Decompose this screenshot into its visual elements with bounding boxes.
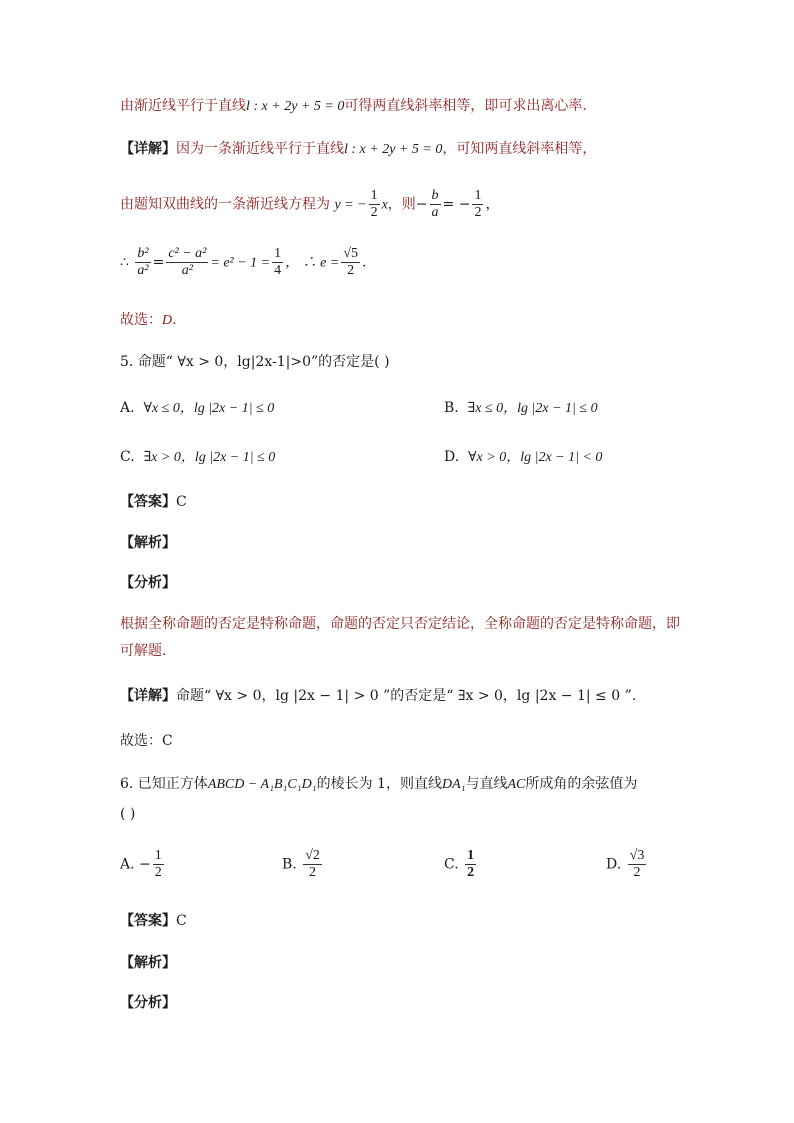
detail-tag: 【详解】 [120,688,176,704]
q6-fenxi: 【分析】 [120,995,176,1011]
q6-jiexi: 【解析】 [120,955,176,971]
choose-label: 故选： [120,312,162,328]
detail-equation: l : x + 2y + 5 = 0 [344,142,443,157]
q5-fenxi: 【分析】 [120,575,176,591]
frac-root5-2: $\frac{√5}{2}$ [343,246,358,278]
detail-line-1 [120,139,596,160]
frac-b-over-a: $\frac{b}{a}$ [431,188,439,220]
then-text: ，则 [387,196,416,213]
q6-answer [120,911,187,931]
option-fraction: $\frac{√2}{2}$ [305,848,320,880]
option-text: ∀x > 0，lg |2x − 1| < 0 [468,450,603,465]
q5-stem: 5. 命题“ ∀x > 0，lg|2x-1|>0”的否定是( ) [120,354,390,370]
detail-text-tail: ，可知两直线斜率相等， [442,141,597,157]
answer-tag: 【答案】 [120,913,176,929]
q5-option-d[interactable] [444,447,602,468]
asymptote-eq-x: x [381,197,388,213]
therefore-symbol: ∴ [120,254,129,271]
q5-analysis-line-1: 根据全称命题的否定是特称命题，命题的否定只否定结论，全称命题的否定是特称命题，即 [120,616,680,632]
frac-quarter: $\frac{1}{4}$ [274,246,282,278]
q6-option-c[interactable] [444,848,478,881]
q6-stem-paren: ( ) [120,806,136,822]
answer-tag: 【答案】 [120,494,176,510]
option-fraction: $\frac{1}{2}$ [467,848,475,880]
frac-b2-a2: $\frac{\text{b²}}{\text{a²}}$ [137,246,149,278]
choose-line-prev: 故选：D. [120,312,177,328]
line-da1: DA₁ [441,777,466,792]
option-label: B. [282,856,297,873]
frac-c2-a2: $\frac{\text{c² − a²}}{\text{a²}}$ [168,246,207,278]
equals-sign: = − [442,196,471,213]
option-text: ∃x > 0，lg |2x − 1| ≤ 0 [143,450,276,465]
option-label: C. [444,856,459,873]
eccentricity-eq: = e² − 1 = [210,255,271,271]
q5-detail [120,686,636,706]
frac-half-2: $\frac{1}{2}$ [474,188,482,220]
answer-value: C [176,494,187,510]
choose-value: D [162,313,173,328]
answer-value: C [176,913,187,929]
asymptote-text: 由题知双曲线的一条渐近线方程为 [120,196,330,213]
q5-jiexi: 【解析】 [120,535,176,551]
q5-option-b[interactable] [444,398,598,419]
q6-option-d[interactable] [606,848,648,881]
detail-line-3: ∴ $\frac{\text{b²}}{\text{a²}}$ = $\frac{\text{c² − a²}}{\text{a²}}$ = e² − 1 = $\frac{1}{4}$ ， ∴ e = $\frac{√5}{2}$ . [120,246,367,278]
q5-answer [120,492,187,512]
q5-analysis-line-2: 可解题. [120,643,167,659]
option-text: ∃x ≤ 0，lg |2x − 1| ≤ 0 [467,401,598,416]
option-label: D. [606,856,622,873]
line-ac: AC [507,777,526,792]
detail-text: 命题“ ∀x > 0，lg |2x − 1| > 0 ”的否定是“ ∃x > 0，lg |2x − 1| ≤ 0 ”. [176,688,637,704]
line-equation: l : x + 2y + 5 = 0 [246,99,345,114]
q5-option-a[interactable] [120,398,274,419]
detail-line-2: 由题知双曲线的一条渐近线方程为 y = − $\frac{1}{2}$ x，则− $\frac{b}{a}$ = − $\frac{1}{2}$ ， [120,188,500,220]
option-text: ∀x ≤ 0，lg |2x − 1| ≤ 0 [143,401,275,416]
cube-name: ABCD − A₁B₁C₁D₁ [207,777,317,792]
q5-choose: 故选：C [120,733,173,749]
q5-option-c[interactable] [120,447,275,468]
detail-text: 因为一条渐近线平行于直线 [176,141,344,157]
asymptote-eq-head: y = − [334,197,367,213]
option-label: D. [444,449,460,465]
detail-tag: 【详解】 [120,141,176,157]
option-label: A. [120,400,135,416]
analysis-line-1 [120,96,587,117]
q6-stem: 6. 已知正方体ABCD − A₁B₁C₁D₁的棱长为 1，则直线DA₁与直线AC所成角的余弦值为 [120,776,638,792]
option-fraction: $\frac{√3}{2}$ [629,848,645,880]
frac-half: $\frac{1}{2}$ [370,188,378,220]
analysis-text-tail: 可得两直线斜率相等，即可求出离心率. [344,98,587,114]
option-label: A. [120,856,135,873]
option-label: B. [444,400,459,416]
q6-option-a[interactable]: A. − $\frac{1}{2}$ [120,848,162,880]
option-label: C. [120,449,135,465]
option-fraction: $\frac{1}{2}$ [154,848,162,880]
e-equals: ， ∴ e = [285,255,340,271]
analysis-text: 由渐近线平行于直线 [120,98,246,114]
q6-option-b[interactable] [282,848,324,881]
